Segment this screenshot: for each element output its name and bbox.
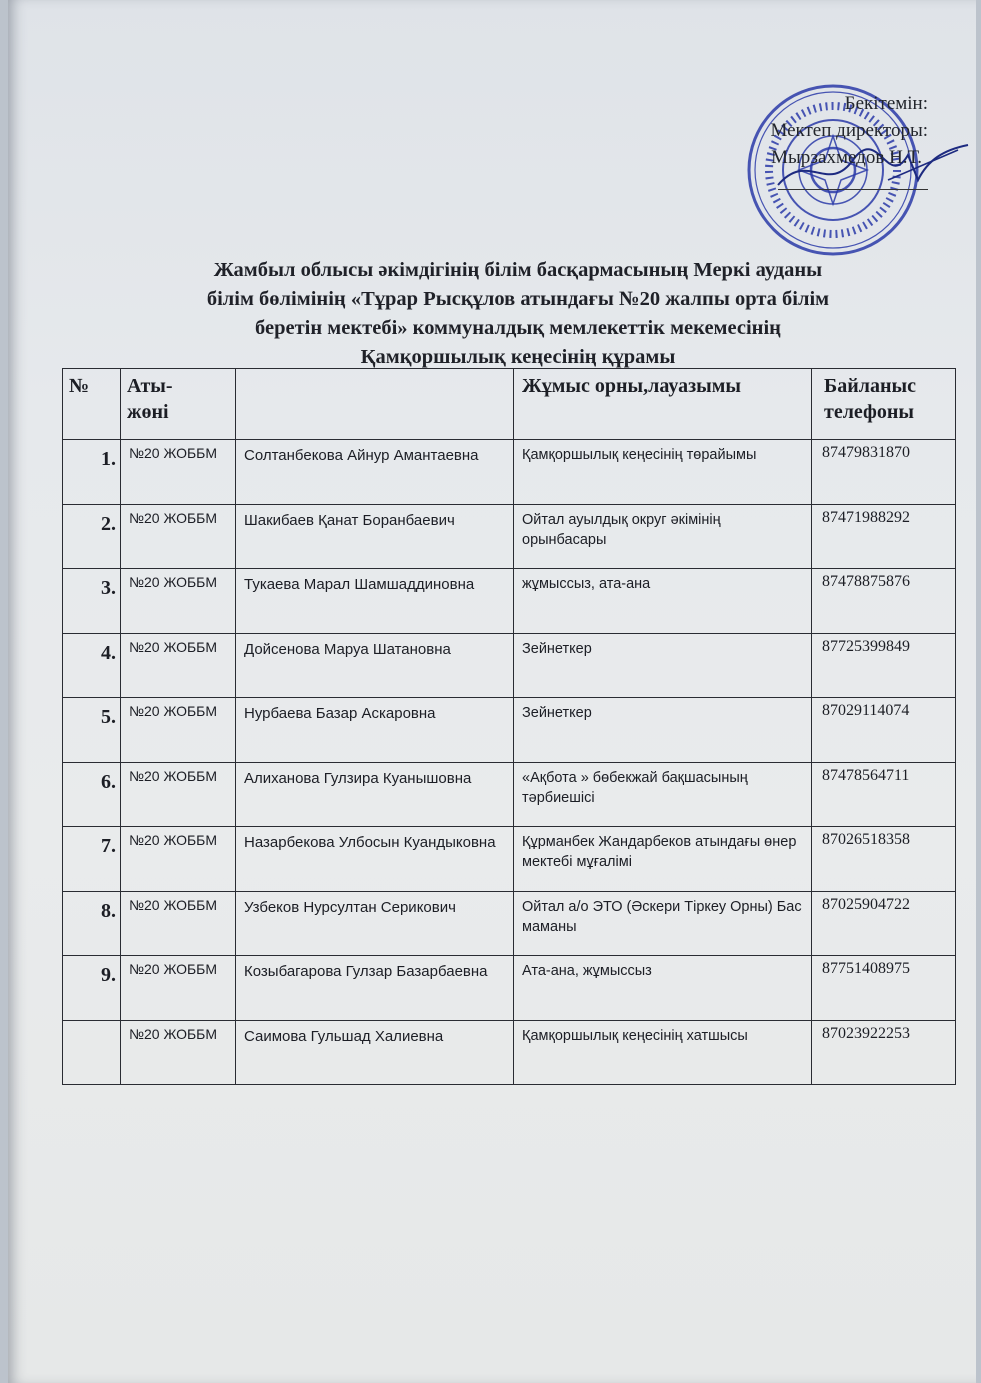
- row-phone: 87479831870: [812, 440, 956, 505]
- row-phone: 87025904722: [812, 891, 956, 956]
- title-line-3: беретін мектебі» коммуналдық мемлекеттік мекемесінің: [255, 317, 781, 339]
- row-job: Зейнеткер: [514, 633, 812, 698]
- row-school: №20 ЖОББМ: [121, 633, 236, 698]
- row-job: жұмыссыз, ата-ана: [514, 569, 812, 634]
- row-phone: 87471988292: [812, 504, 956, 569]
- row-name: Дойсенова Маруа Шатановна: [236, 633, 514, 698]
- row-name: Алиханова Гулзира Куанышовна: [236, 762, 514, 827]
- row-number: 8.: [63, 891, 121, 956]
- row-number: 3.: [63, 569, 121, 634]
- row-job: Ойтал ауылдық округ әкімінің орынбасары: [514, 504, 812, 569]
- council-members-table: [62, 368, 956, 1085]
- row-school: №20 ЖОББМ: [121, 956, 236, 1021]
- row-phone: 87029114074: [812, 698, 956, 763]
- row-job: Құрманбек Жандарбеков атындағы өнер мектебі мұғалімі: [514, 827, 812, 892]
- title-line-2: білім бөлімінің «Тұрар Рысқұлов атындағы №20 жалпы орта білім: [206, 288, 830, 310]
- row-school: №20 ЖОББМ: [121, 1020, 236, 1085]
- table-row: [63, 1020, 956, 1085]
- row-school: №20 ЖОББМ: [121, 762, 236, 827]
- row-phone: 87478564711: [812, 762, 956, 827]
- row-phone: 87026518358: [812, 827, 956, 892]
- title-line-1: Жамбыл облысы әкімдігінің білім басқармасының Меркі ауданы: [213, 259, 823, 281]
- row-phone: 87478875876: [812, 569, 956, 634]
- row-job: Қамқоршылық кеңесінің хатшысы: [514, 1020, 812, 1085]
- row-job: Ойтал а/о ЭТО (Әскери Тіркеу Орны) Бас маманы: [514, 891, 812, 956]
- approval-line-position: Мектеп директоры:: [770, 120, 928, 141]
- row-phone: 87751408975: [812, 956, 956, 1021]
- table-row: [63, 698, 956, 763]
- header-number: №: [63, 369, 121, 440]
- row-number: 5.: [63, 698, 121, 763]
- row-number: 7.: [63, 827, 121, 892]
- row-name: Узбеков Нурсултан Серикович: [236, 891, 514, 956]
- row-number: 9.: [63, 956, 121, 1021]
- table-row: [63, 504, 956, 569]
- row-name: Козыбагарова Гулзар Базарбаевна: [236, 956, 514, 1021]
- row-name: Нурбаева Базар Аскаровна: [236, 698, 514, 763]
- row-job: Қамқоршылық кеңесінің төрайымы: [514, 440, 812, 505]
- signature-underline: [778, 189, 928, 190]
- approval-line-approved: Бекітемін:: [844, 93, 928, 114]
- row-job: Ата-ана, жұмыссыз: [514, 956, 812, 1021]
- row-school: №20 ЖОББМ: [121, 569, 236, 634]
- header-name: Аты-жөні: [121, 369, 236, 440]
- table-row: [63, 827, 956, 892]
- row-name: Солтанбекова Айнур Амантаевна: [236, 440, 514, 505]
- row-number: [63, 1020, 121, 1085]
- approval-block: [770, 90, 928, 198]
- approval-line-director-name: Мырзахмедов Н.Т.: [771, 147, 922, 168]
- row-name: Назарбекова Улбосын Куандыковна: [236, 827, 514, 892]
- row-job: Зейнеткер: [514, 698, 812, 763]
- row-name: Саимова Гульшад Халиевна: [236, 1020, 514, 1085]
- row-number: 2.: [63, 504, 121, 569]
- row-school: №20 ЖОББМ: [121, 504, 236, 569]
- row-name: Тукаева Марал Шамшаддиновна: [236, 569, 514, 634]
- table-header-row: [63, 369, 956, 440]
- title-line-4: Қамқоршылық кеңесінің құрамы: [360, 346, 676, 368]
- row-school: №20 ЖОББМ: [121, 827, 236, 892]
- header-job: Жұмыс орны,лауазымы: [514, 369, 812, 440]
- row-phone: 87725399849: [812, 633, 956, 698]
- table-row: [63, 762, 956, 827]
- header-empty: [236, 369, 514, 440]
- row-name: Шакибаев Қанат Боранбаевич: [236, 504, 514, 569]
- header-phone: Байланыс телефоны: [812, 369, 956, 440]
- table-row: [63, 891, 956, 956]
- row-school: №20 ЖОББМ: [121, 698, 236, 763]
- row-job: «Ақбота » бөбекжай бақшасының тәрбиешісі: [514, 762, 812, 827]
- row-number: 1.: [63, 440, 121, 505]
- table-row: [63, 633, 956, 698]
- table-row: [63, 569, 956, 634]
- row-number: 4.: [63, 633, 121, 698]
- row-school: №20 ЖОББМ: [121, 440, 236, 505]
- row-phone: 87023922253: [812, 1020, 956, 1085]
- table-row: [63, 440, 956, 505]
- row-number: 6.: [63, 762, 121, 827]
- row-school: №20 ЖОББМ: [121, 891, 236, 956]
- document-title: [118, 256, 918, 372]
- table-row: [63, 956, 956, 1021]
